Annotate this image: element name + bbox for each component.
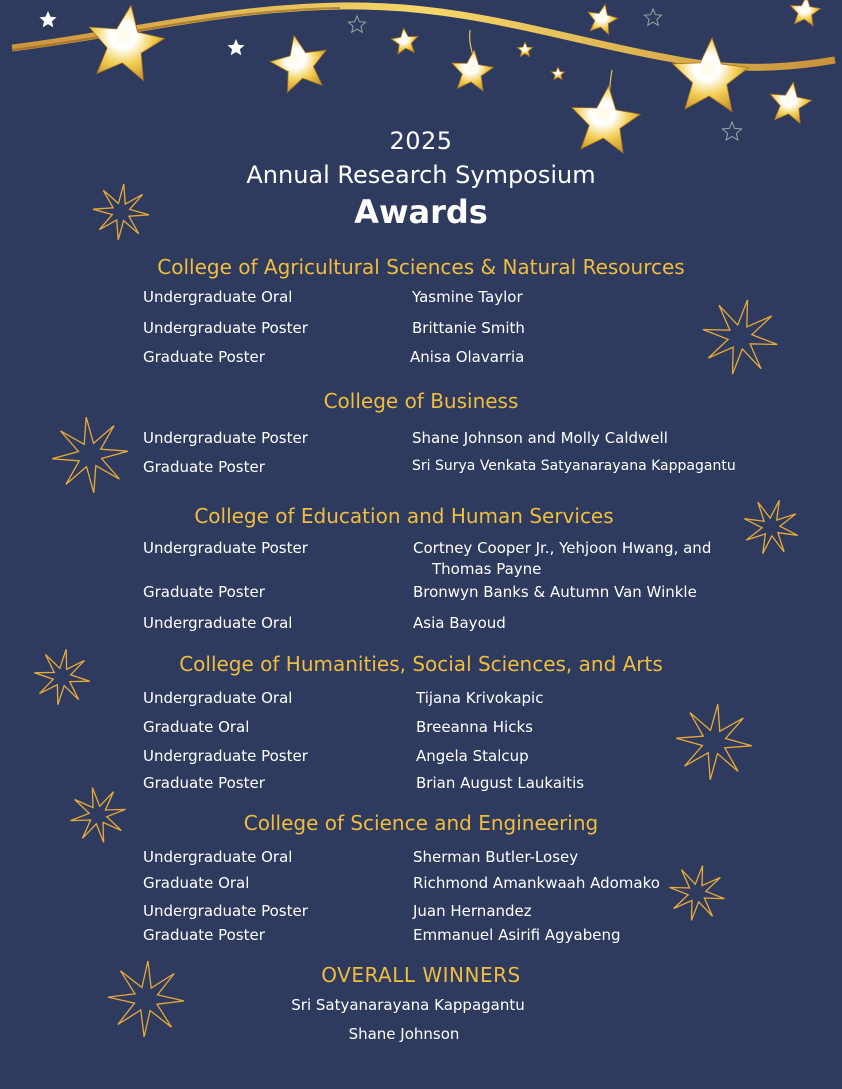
award-category: Undergraduate Poster [143, 902, 308, 920]
page-title: Awards [354, 193, 488, 231]
award-winner: Richmond Amankwaah Adomako [413, 874, 660, 892]
award-winner: Emmanuel Asirifi Agyabeng [413, 926, 621, 944]
award-winner: Angela Stalcup [416, 747, 529, 765]
page-year: 2025 [389, 127, 453, 155]
award-winner: Breeanna Hicks [416, 718, 533, 736]
award-winner: Shane Johnson and Molly Caldwell [412, 429, 668, 447]
college-heading: College of Business [323, 389, 519, 413]
award-category: Graduate Poster [143, 583, 265, 601]
overall-winner: Sri Satyanarayana Kappagantu [291, 996, 525, 1014]
award-winner: Yasmine Taylor [412, 288, 523, 306]
overall-winners-heading: OVERALL WINNERS [321, 963, 521, 987]
award-category: Undergraduate Oral [143, 848, 293, 866]
award-category: Undergraduate Oral [143, 614, 293, 632]
award-winner: Bronwyn Banks & Autumn Van Winkle [413, 583, 697, 601]
page-subtitle: Annual Research Symposium [246, 161, 596, 189]
award-category: Graduate Oral [143, 718, 250, 736]
award-category: Undergraduate Poster [143, 319, 308, 337]
overall-winner: Shane Johnson [348, 1025, 460, 1043]
award-winner: Brittanie Smith [412, 319, 525, 337]
award-category: Undergraduate Oral [143, 689, 293, 707]
award-winner-continued: Thomas Payne [432, 560, 542, 578]
award-category: Graduate Poster [143, 458, 265, 476]
award-winner: Tijana Krivokapic [416, 689, 544, 707]
award-category: Graduate Oral [143, 874, 250, 892]
college-heading: College of Agricultural Sciences & Natural Resources [157, 255, 685, 279]
award-category: Undergraduate Poster [143, 429, 308, 447]
award-winner: Sherman Butler-Losey [413, 848, 579, 866]
award-winner: Anisa Olavarria [410, 348, 525, 366]
college-heading: College of Humanities, Social Sciences, and Arts [179, 652, 663, 676]
award-category: Graduate Poster [143, 774, 265, 792]
award-winner: Asia Bayoud [413, 614, 506, 632]
award-category: Undergraduate Poster [143, 747, 308, 765]
college-heading: College of Education and Human Services [194, 504, 614, 528]
college-heading: College of Science and Engineering [243, 811, 599, 835]
award-category: Graduate Poster [143, 348, 265, 366]
award-winner: Juan Hernandez [413, 902, 532, 920]
award-category: Graduate Poster [143, 926, 265, 944]
award-category: Undergraduate Oral [143, 288, 293, 306]
award-winner: Sri Surya Venkata Satyanarayana Kappagantu [412, 458, 736, 474]
award-winner: Brian August Laukaitis [416, 774, 585, 792]
award-category: Undergraduate Poster [143, 539, 308, 557]
award-winner: Cortney Cooper Jr., Yehjoon Hwang, and [413, 539, 712, 557]
